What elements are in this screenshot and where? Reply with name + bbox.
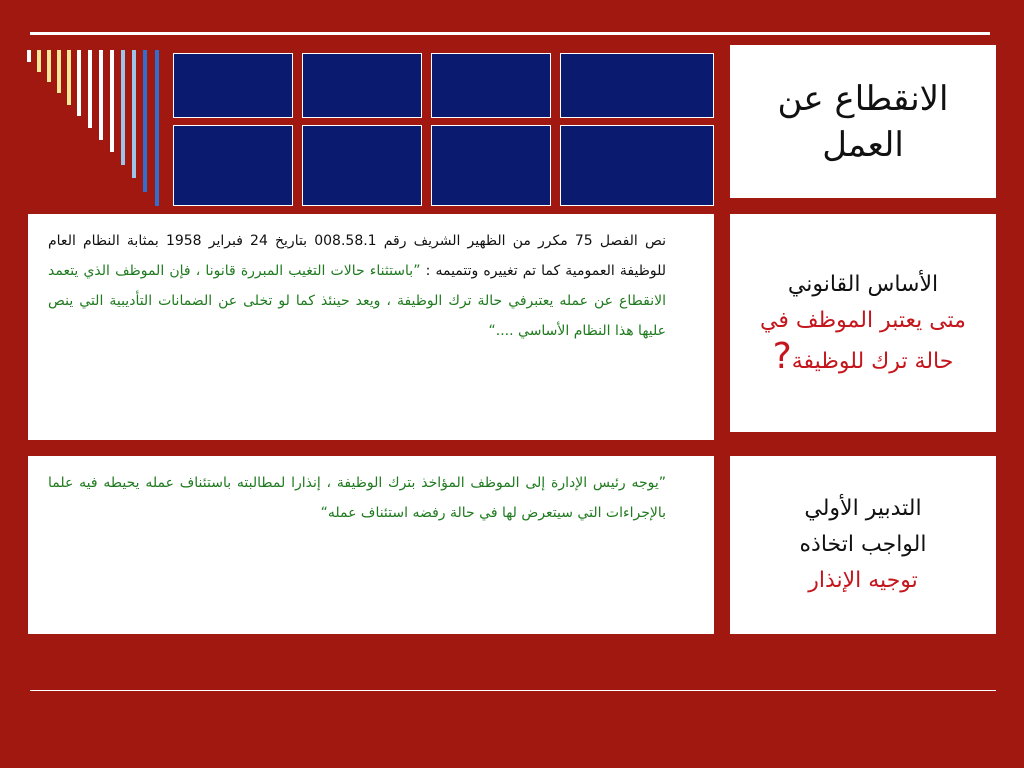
legal-basis-panel — [730, 214, 996, 432]
top-divider-line — [30, 32, 990, 35]
legal-basis-question-line-2 — [772, 335, 954, 380]
navy-square — [431, 125, 551, 206]
navy-square — [173, 53, 293, 118]
stripe — [47, 50, 51, 82]
stripe — [99, 50, 103, 140]
stripe — [155, 50, 159, 206]
navy-square — [560, 125, 714, 206]
navy-square — [431, 53, 551, 118]
title-panel — [730, 45, 996, 198]
stripe — [27, 50, 31, 62]
title-line-2: العمل — [822, 124, 904, 165]
legal-basis-question-line-1: متى يعتبر الموظف في — [760, 307, 966, 333]
legal-text-paragraph — [48, 226, 666, 346]
first-measure-panel — [730, 456, 996, 634]
legal-basis-heading: الأساس القانوني — [787, 271, 939, 297]
first-measure-line-1: التدبير الأولي — [804, 496, 922, 521]
title-line-1: الانقطاع عن — [777, 78, 949, 119]
legal-text-intro: نص الفصل 75 مكرر من الظهير الشريف رقم 008.58.1 بتاريخ 24 فبراير 1958 بمثابة النظام العام للوظيفة العمومية كما تم تغييره وتتميمه : — [48, 233, 666, 279]
stripe — [37, 50, 41, 72]
stripe — [132, 50, 136, 178]
stripe — [88, 50, 92, 128]
bottom-divider-line — [30, 690, 996, 691]
warning-text-panel — [28, 456, 714, 634]
first-measure-line-2: الواجب اتخاذه — [799, 532, 927, 557]
stripe — [121, 50, 125, 165]
stripe — [57, 50, 61, 93]
legal-text-quote: ”باستثناء حالات التغيب المبررة قانونا ، فإن الموظف الذي يتعمد الانقطاع عن عمله يعتبرفي حالة ترك الوظيفة ، ويعد حينئذ كما لو تخلى عن الضمانات التأديبية التي ينص عليها هذا النظام الأساسي ....“ — [48, 263, 666, 339]
stripe — [110, 50, 114, 152]
warning-text-quote: ”يوجه رئيس الإدارة إلى الموظف المؤاخذ بترك الوظيفة ، إنذارا لمطالبته باستئناف عمله يحيطه فيه علما بالإجراءات التي سيتعرض لها في حالة رفضه استئناف عمله“ — [48, 475, 666, 521]
stripe — [77, 50, 81, 116]
stripe — [67, 50, 71, 105]
question-mark: ? — [772, 335, 792, 377]
navy-square — [302, 53, 422, 118]
navy-square — [173, 125, 293, 206]
legal-text-panel — [28, 214, 714, 440]
stripe — [143, 50, 147, 192]
first-measure-line-3: توجيه الإنذار — [808, 568, 918, 593]
navy-square — [302, 125, 422, 206]
navy-square — [560, 53, 714, 118]
legal-basis-question-text: حالة ترك للوظيفة — [791, 348, 954, 374]
